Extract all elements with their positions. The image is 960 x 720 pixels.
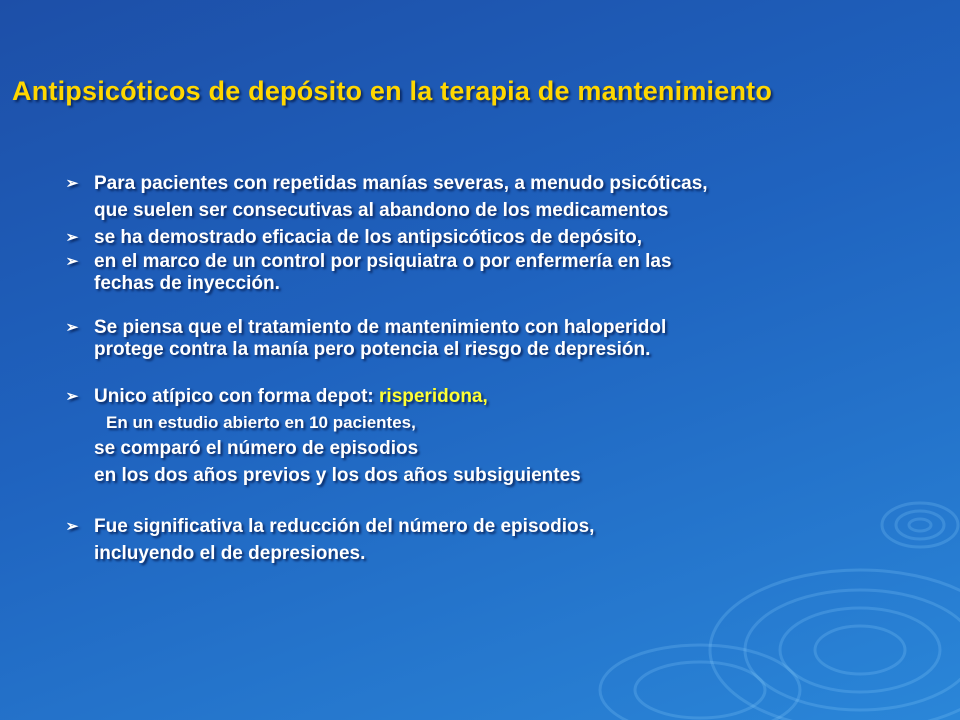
continuation-line [58, 339, 918, 361]
slide-content [58, 170, 918, 567]
slide-title: Antipsicóticos de depósito en la terapia de mantenimiento [12, 76, 773, 106]
continuation-text: que suelen ser consecutivas al abandono de los medicamentos [94, 200, 669, 221]
continuation-text: En un estudio abierto en 10 pacientes, [106, 413, 416, 432]
continuation-line [58, 435, 918, 462]
bullet-text: en el marco de un control por psiquiatra o por enfermería en las [94, 251, 672, 272]
continuation-line [58, 462, 918, 489]
bullet-text: Para pacientes con repetidas manías severas, a menudo psicóticas, [94, 173, 708, 194]
continuation-line [58, 197, 918, 224]
arrow-bullet-icon: ➢ [65, 518, 79, 535]
bullet-text: Unico atípico con forma depot: [94, 386, 380, 407]
arrow-bullet-icon: ➢ [65, 319, 79, 336]
bullet-item [58, 513, 918, 540]
highlighted-drug-name: risperidona, [379, 386, 488, 407]
arrow-bullet-icon: ➢ [65, 388, 79, 405]
continuation-text: incluyendo el de depresiones. [94, 543, 366, 564]
bullet-item [58, 383, 918, 410]
bullet-item [58, 251, 918, 273]
continuation-line [58, 273, 918, 295]
bullet-text: se ha demostrado eficacia de los antipsicóticos de depósito, [94, 227, 642, 248]
bullet-text: Fue significativa la reducción del número de episodios, [94, 516, 595, 537]
continuation-line [58, 540, 918, 567]
continuation-text: en los dos años previos y los dos años subsiguientes [94, 465, 581, 486]
arrow-bullet-icon: ➢ [65, 253, 79, 270]
bullet-text: Se piensa que el tratamiento de mantenimiento con haloperidol [94, 317, 667, 338]
continuation-text: protege contra la manía pero potencia el riesgo de depresión. [94, 339, 651, 360]
continuation-text: se comparó el número de episodios [94, 438, 419, 459]
bullet-item [58, 224, 918, 251]
arrow-bullet-icon: ➢ [65, 175, 79, 192]
bullet-item [58, 170, 918, 197]
bullet-item [58, 317, 918, 339]
arrow-bullet-icon: ➢ [65, 229, 79, 246]
continuation-line [58, 410, 918, 435]
continuation-text: fechas de inyección. [94, 273, 280, 294]
